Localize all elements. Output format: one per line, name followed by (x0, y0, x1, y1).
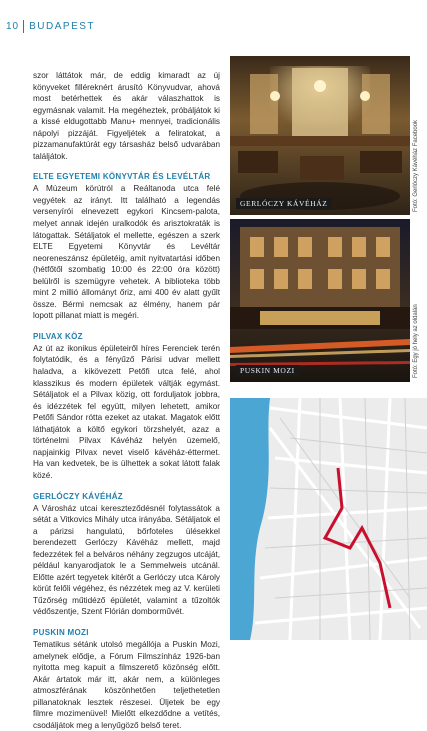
section-heading-puskin: PUSKIN MOZI (33, 627, 89, 637)
section-body-elte: A Múzeum körútról a Reáltanoda utca felé vegyétek az irányt. Itt található a legendás versenyírói elnevezett egykori Kincsem-palota, melyet annak idején uralkodók és arisztokraták is látogattak. Sétáljatok el mellette, egészen a szerk ELTE Egyetemi Könyvtár és Levéltár neoreneszánsz épületéig, amit nyitvatartási időben (hétfőtől szombatig 10:00 és 22:00 óra között) belülről is szemügyre vehetek. A biblioteka több mint 2 millió állományt őriz, ami 400 év alatt gyűlt össze. Bérmi nemcsak az élmény, hanem pár lopott pillanat miatt is megéri. (33, 184, 220, 321)
page-header (6, 18, 95, 34)
gerloczy-photo (230, 56, 410, 215)
photo-credit: Fotó: Gerlóczy Kávéház Facebook (413, 119, 419, 212)
header-divider (23, 20, 24, 33)
article-column (33, 70, 220, 731)
page-title: BUDAPEST (29, 20, 96, 32)
intro-paragraph: szor láttátok már, de eddig kimaradt az új könyveket filléreknért árusító Könyvudvar, ahová most betérhettek és akár válaszhattok is egymásnak valamit. Ha megéheztek, próbáljátok ki a kissé eldugottabb Manu+ mennyei, tradicionális nápolyi pizzáját. Figyeljétek a feliratokat, a pizzamanufaktúrát egy társasház belső udvarában találjátok. (33, 71, 220, 161)
puskin-photo (230, 219, 410, 382)
section-body-puskin: Tematikus sétánk utolsó megállója a Puskin Mozi, amelynek elődje, a Fórum Filmszínház 1926-ban nyitotta meg kapuit a filmszerető közönség előtt. Akár ártatok már itt, akár nem, a különleges atmoszférának köszönhetően teljethetetlen pillanatoknak lesztek részesei. Üljetek be egy filmre mozimenüvel! Mielőtt elkezdődne a vetítés, csodáljátok meg a lenyűgöző belső teret. (33, 639, 220, 730)
section-heading-pilvax: PILVAX KÖZ (33, 331, 83, 341)
photo-caption: PUSKIN MOZI (236, 365, 299, 376)
page-number: 10 (6, 20, 20, 32)
route-map (230, 398, 427, 640)
section-body-gerloczy: A Városház utcai kereszteződésnél folytassátok a sétát a Vitkovics Mihály utca irányába. Sétáljatok el a párizsi hangulatú, bőrfoteles ülésekkel berendezett Gerlóczy Kávéház mellett, majd fedezzétek fel a belváros néhány zegzugos utcáját, például kanyarodjatok le a Semmelweis utcánál. Előtte azért tegyetek kitérőt a Gerlóczy utca Károly körút felőli végéhez, és nézzétek meg az V. kerületi Tűzőrség műtidéző épületét, valamint a tűzoltók védőszentje, Szent Flórián domborművét. (33, 503, 220, 617)
section-body-pilvax: Az út az ikonikus épületeiről híres Ferenciek terén folytatódik, és a fényűző Párisi udvar mellett haladva, a kikövezett Petőfi utca felé, ahol klasszikus és modern épületek váltják egymást. Sétáljatok el a Pilvax közig, ott forduljatok jobbra, és idézzétek fel együtt, milyen lehetett, amikor Petőfi Sándor rótta ezeket az utakat. Magatok előtt láthatjátok a költő egykori törzshelyét, azaz a történelmi Pilvax Kávéház helyén üzemelő, napjainkig Pilvax nevet viselő kávéház-éttermet. Ha van kedvetek, be is ülhettek a sokat látott falak közé. (33, 343, 220, 480)
section-heading-gerloczy: GERLÓCZY KÁVÉHÁZ (33, 491, 123, 501)
photo-caption: GERLÓCZY KÁVÉHÁZ (236, 198, 331, 209)
photo-credit: Fotó: Egy jó hely az oldalán (413, 304, 419, 378)
section-heading-elte: ELTE EGYETEMI KÖNYVTÁR ÉS LEVÉLTÁR (33, 172, 211, 182)
